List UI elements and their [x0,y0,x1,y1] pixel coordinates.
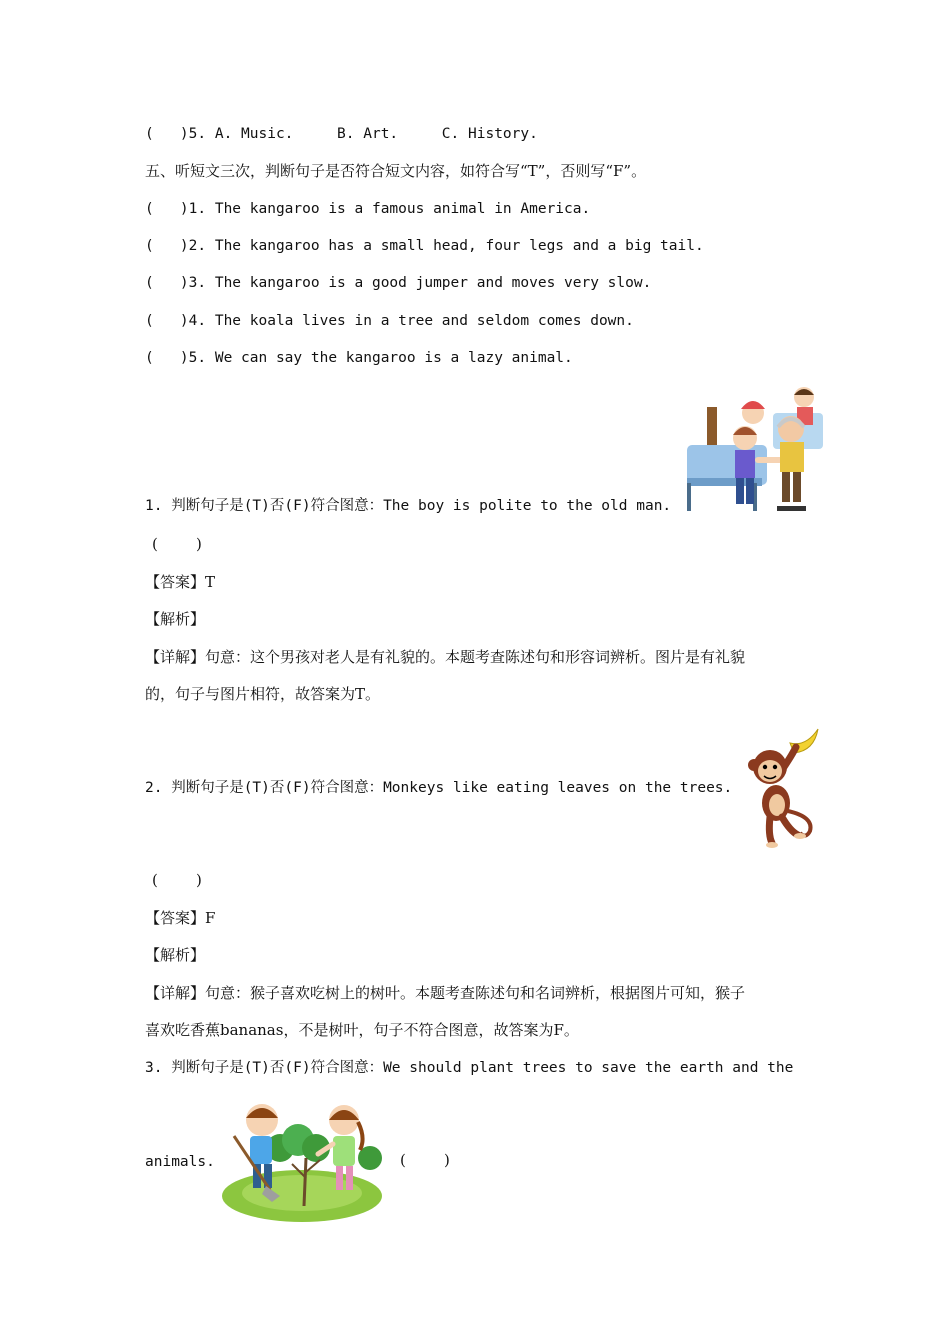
q2-answer: 【答案】F [145,909,216,927]
q2-detail-line1: 【详解】句意：猴子喜欢吃树上的树叶。本题考查陈述句和名词辨析，根据图片可知，猴子 [145,984,746,1002]
section5-item-3: ( )3. The kangaroo is a good jumper and moves very slow. [145,275,652,291]
section5-item-4: ( )4. The koala lives in a tree and seldom comes down. [145,313,634,329]
section5-item-5: ( )5. We can say the kangaroo is a lazy animal. [145,350,573,366]
q2-detail-line2: 喜欢吃香蕉bananas，不是树叶，句子不符合图意，故答案为F。 [145,1021,579,1039]
q1-answer: 【答案】T [145,573,216,591]
section5-item-2: ( )2. The kangaroo has a small head, four legs and a big tail. [145,238,704,254]
q2-stem: 2. 判断句子是(T)否(F)符合图意：Monkeys like eating leaves on the trees. [145,780,733,796]
boy-helping-old-man-illustration [683,383,828,513]
q1-stem: 1. 判断句子是(T)否(F)符合图意：The boy is polite to the old man. [145,498,672,514]
q2-analysis-label: 【解析】 [145,946,206,964]
listening-q5: ( )5. A. Music. B. Art. C. History. [145,126,538,142]
kids-planting-tree-illustration [220,1098,385,1224]
q3-stem-continuation: animals. [145,1154,215,1170]
q3-stem: 3. 判断句子是(T)否(F)符合图意：We should plant trees to save the earth and the [145,1060,794,1076]
q2-answer-blank[interactable]: ( ) [152,871,202,889]
q1-detail-line1: 【详解】句意：这个男孩对老人是有礼貌的。本题考查陈述句和形容词辨析。图片是有礼貌 [145,648,746,666]
q1-detail-line2: 的，句子与图片相符，故答案为T。 [145,685,381,703]
q1-answer-blank[interactable]: ( ) [152,535,202,553]
section5-item-1: ( )1. The kangaroo is a famous animal in America. [145,201,591,217]
q1-analysis-label: 【解析】 [145,610,206,628]
q3-answer-blank[interactable]: ( ) [400,1151,450,1169]
monkey-with-banana-illustration [748,727,823,849]
section5-heading: 五、听短文三次，判断句子是否符合短文内容，如符合写“T”，否则写“F”。 [145,162,647,180]
